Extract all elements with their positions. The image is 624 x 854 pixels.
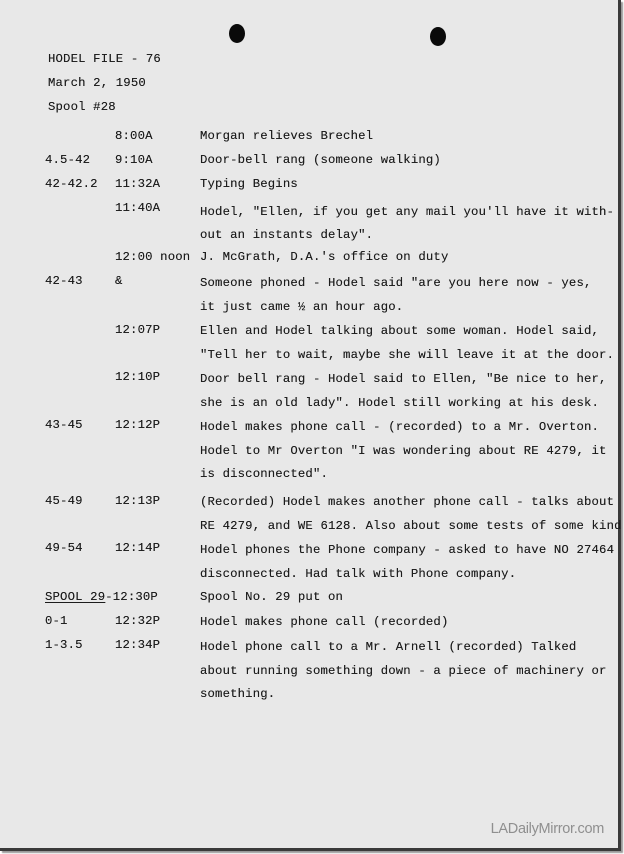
entry-text: Door-bell rang (someone walking) xyxy=(200,153,441,167)
entry-text: J. McGrath, D.A.'s office on duty xyxy=(200,250,449,264)
entry-time: 12:12P xyxy=(115,418,161,432)
spool-label-underlined: SPOOL 29 xyxy=(45,590,106,604)
entry-spool-range: 43-45 xyxy=(45,418,83,432)
spool-number: Spool #28 xyxy=(48,100,116,114)
entry-time: 12:07P xyxy=(115,323,161,337)
entry-text: (Recorded) Hodel makes another phone call - talks about xyxy=(200,495,615,509)
entry-text: Hodel makes phone call - (recorded) to a Mr. Overton. xyxy=(200,420,600,434)
entry-time: & xyxy=(115,274,123,288)
entry-text: disconnected. Had talk with Phone company. xyxy=(200,567,517,581)
entry-time: 12:14P xyxy=(115,541,161,555)
entry-text: out an instants delay". xyxy=(200,228,374,242)
entry-text: it just came ½ an hour ago. xyxy=(200,300,404,314)
entry-text: "Tell her to wait, maybe she will leave it at the door. xyxy=(200,348,615,362)
entry-text: Door bell rang - Hodel said to Ellen, "Be nice to her, xyxy=(200,372,607,386)
entry-text: Hodel to Mr Overton "I was wondering about RE 4279, it xyxy=(200,444,607,458)
punch-hole-right xyxy=(430,27,446,46)
file-title: HODEL FILE - 76 xyxy=(48,52,161,66)
entry-time: 11:32A xyxy=(115,177,161,191)
entry-time: 12:13P xyxy=(115,494,161,508)
entry-text: Hodel makes phone call (recorded) xyxy=(200,615,449,629)
watermark: LADailyMirror.com xyxy=(490,821,604,837)
entry-time: 12:10P xyxy=(115,370,161,384)
entry-text: about running something down - a piece of machinery or xyxy=(200,664,607,678)
entry-time: 11:40A xyxy=(115,201,161,215)
entry-spool-marker xyxy=(45,590,158,604)
entry-spool-range: 1-3.5 xyxy=(45,638,83,652)
entry-spool-range: 45-49 xyxy=(45,494,83,508)
entry-text: she is an old lady". Hodel still working at his desk. xyxy=(200,396,600,410)
entry-text: Spool No. 29 put on xyxy=(200,590,344,604)
entry-text: Typing Begins xyxy=(200,177,298,191)
entry-time: 12:00 noon xyxy=(115,250,191,264)
entry-spool-range: 0-1 xyxy=(45,614,68,628)
entry-text: Hodel phone call to a Mr. Arnell (recorded) Talked xyxy=(200,640,577,654)
entry-text: Ellen and Hodel talking about some woman. Hodel said, xyxy=(200,324,600,338)
entry-text: something. xyxy=(200,687,276,701)
entry-text: Someone phoned - Hodel said "are you here now - yes, xyxy=(200,276,592,290)
entry-spool-range: 42-43 xyxy=(45,274,83,288)
entry-time: 8:00A xyxy=(115,129,153,143)
entry-time: 12:34P xyxy=(115,638,161,652)
entry-time: 12:32P xyxy=(115,614,161,628)
punch-hole-left xyxy=(229,24,245,43)
entry-text: RE 4279, and WE 6128. Also about some tests of some kind xyxy=(200,519,622,533)
entry-spool-range: 49-54 xyxy=(45,541,83,555)
spool-time-suffix: -12:30P xyxy=(105,590,158,604)
entry-spool-range: 42-42.2 xyxy=(45,177,98,191)
entry-spool-range: 4.5-42 xyxy=(45,153,91,167)
file-date: March 2, 1950 xyxy=(48,76,146,90)
entry-text: Hodel phones the Phone company - asked to have NO 27464 xyxy=(200,543,615,557)
entry-time: 9:10A xyxy=(115,153,153,167)
entry-text: Hodel, "Ellen, if you get any mail you'll have it with- xyxy=(200,205,615,219)
entry-text: is disconnected". xyxy=(200,467,328,481)
entry-text: Morgan relieves Brechel xyxy=(200,129,374,143)
